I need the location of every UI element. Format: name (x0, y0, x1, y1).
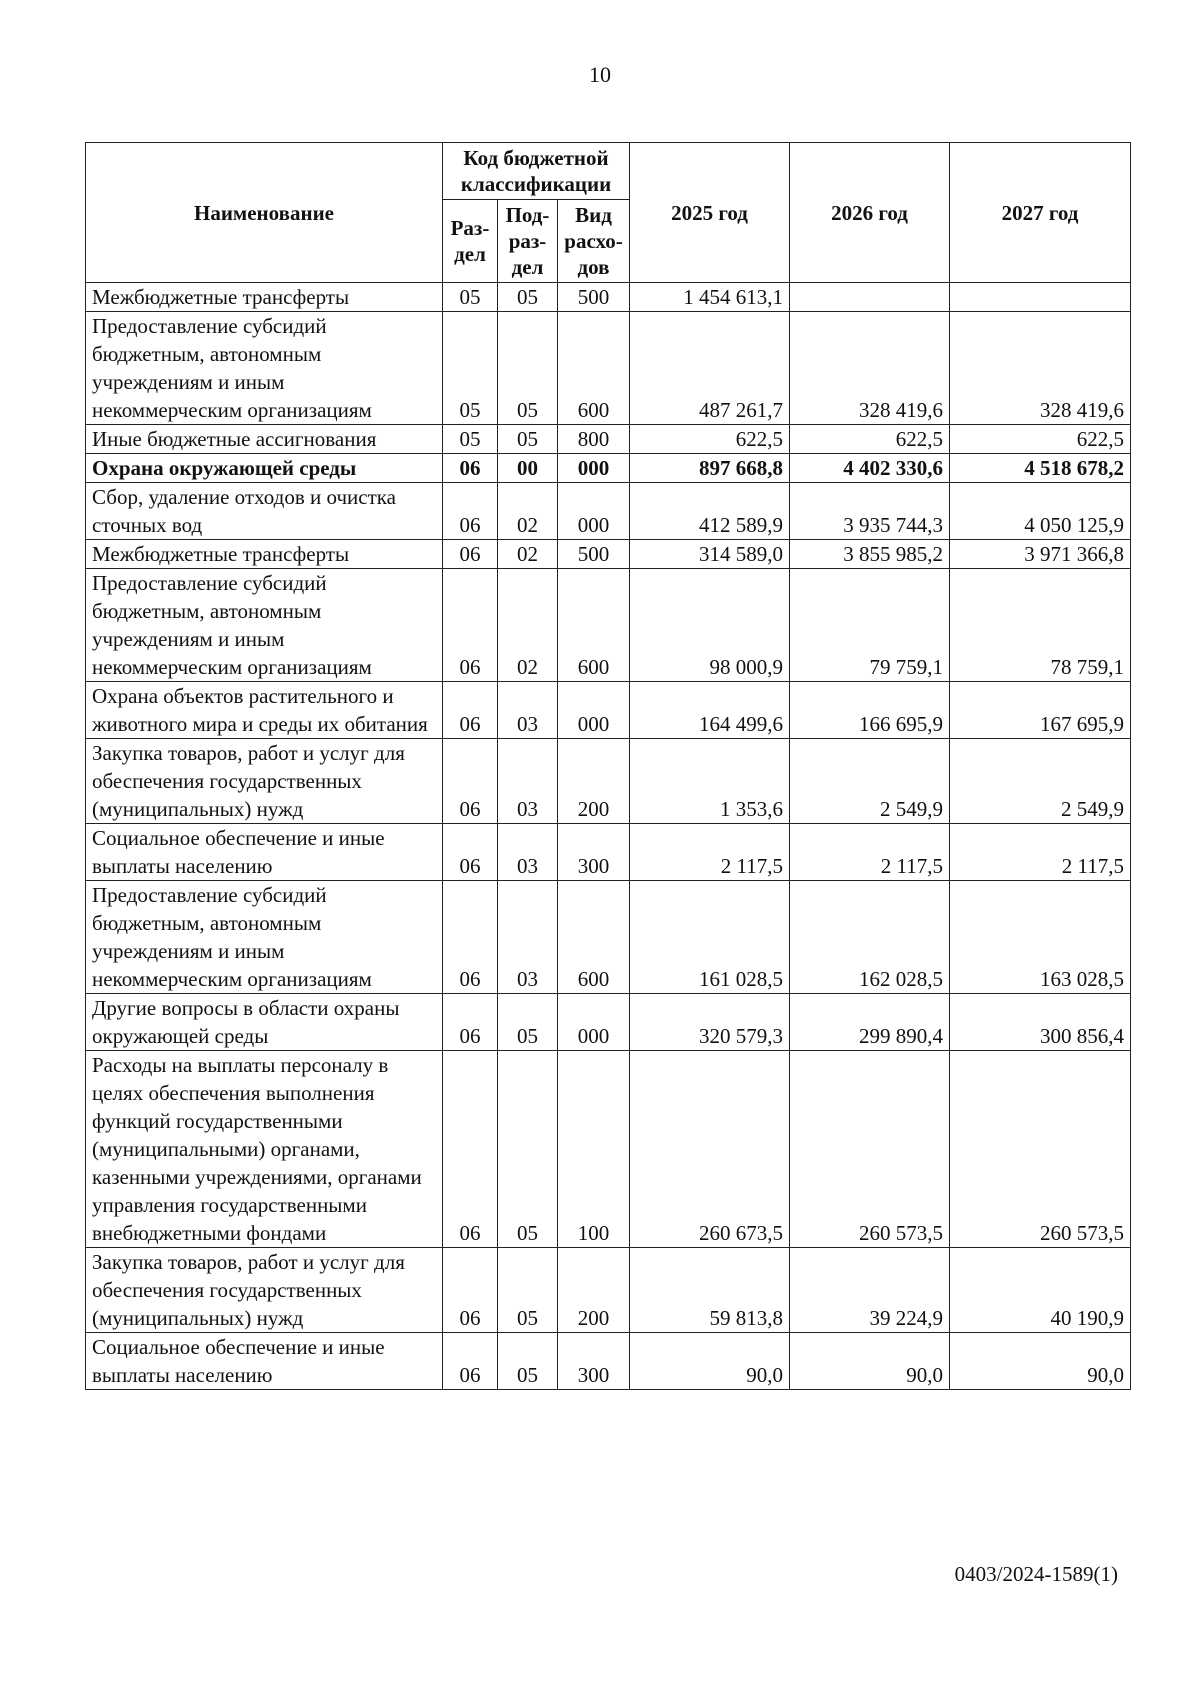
row-razdel: 05 (443, 283, 498, 312)
row-podrazdel: 03 (498, 881, 558, 994)
row-value-2027: 3 971 366,8 (950, 540, 1131, 569)
table-row (86, 1248, 1131, 1333)
header-year-2026: 2026 год (790, 143, 950, 283)
row-name: Предоставление субсидий бюджетным, автономным учреждениям и иным некоммерческим организациям (86, 881, 443, 994)
row-value-2025: 2 117,5 (630, 824, 790, 881)
row-value-2026: 162 028,5 (790, 881, 950, 994)
row-podrazdel: 02 (498, 483, 558, 540)
row-value-2026: 3 935 744,3 (790, 483, 950, 540)
row-value-2026: 2 549,9 (790, 739, 950, 824)
row-razdel: 05 (443, 425, 498, 454)
row-name: Закупка товаров, работ и услуг для обеспечения государственных (муниципальных) нужд (86, 739, 443, 824)
row-value-2025: 412 589,9 (630, 483, 790, 540)
row-value-2026: 166 695,9 (790, 682, 950, 739)
row-vid: 000 (558, 454, 630, 483)
row-value-2025: 90,0 (630, 1333, 790, 1390)
header-podrazdel: Под-раз-дел (498, 200, 558, 283)
row-value-2025: 59 813,8 (630, 1248, 790, 1333)
row-razdel: 06 (443, 739, 498, 824)
row-value-2025: 161 028,5 (630, 881, 790, 994)
row-razdel: 06 (443, 540, 498, 569)
row-value-2027: 167 695,9 (950, 682, 1131, 739)
row-podrazdel: 02 (498, 569, 558, 682)
header-razdel: Раз-дел (443, 200, 498, 283)
table-row (86, 454, 1131, 483)
row-name: Охрана объектов растительного и животного мира и среды их обитания (86, 682, 443, 739)
row-podrazdel: 05 (498, 994, 558, 1051)
row-value-2025: 314 589,0 (630, 540, 790, 569)
row-vid: 600 (558, 312, 630, 425)
row-name: Предоставление субсидий бюджетным, автономным учреждениям и иным некоммерческим организациям (86, 569, 443, 682)
row-razdel: 06 (443, 994, 498, 1051)
table-row (86, 283, 1131, 312)
row-vid: 000 (558, 682, 630, 739)
row-name: Другие вопросы в области охраны окружающей среды (86, 994, 443, 1051)
row-value-2026: 2 117,5 (790, 824, 950, 881)
row-value-2027: 2 549,9 (950, 739, 1131, 824)
row-name: Охрана окружающей среды (86, 454, 443, 483)
row-value-2026: 79 759,1 (790, 569, 950, 682)
table-row (86, 739, 1131, 824)
row-vid: 200 (558, 739, 630, 824)
row-vid: 800 (558, 425, 630, 454)
row-podrazdel: 05 (498, 1051, 558, 1248)
row-vid: 600 (558, 569, 630, 682)
table-row (86, 881, 1131, 994)
row-podrazdel: 03 (498, 824, 558, 881)
table-row (86, 682, 1131, 739)
row-value-2027: 328 419,6 (950, 312, 1131, 425)
row-value-2025: 1 454 613,1 (630, 283, 790, 312)
table-row (86, 1333, 1131, 1390)
row-vid: 500 (558, 540, 630, 569)
row-podrazdel: 03 (498, 682, 558, 739)
table-row (86, 569, 1131, 682)
row-razdel: 06 (443, 1248, 498, 1333)
row-value-2025: 487 261,7 (630, 312, 790, 425)
row-name: Сбор, удаление отходов и очистка сточных вод (86, 483, 443, 540)
header-year-2027: 2027 год (950, 143, 1131, 283)
header-year-2025: 2025 год (630, 143, 790, 283)
row-name: Межбюджетные трансферты (86, 283, 443, 312)
row-value-2027 (950, 283, 1131, 312)
table-row (86, 994, 1131, 1051)
row-podrazdel: 02 (498, 540, 558, 569)
row-name: Межбюджетные трансферты (86, 540, 443, 569)
table-row (86, 483, 1131, 540)
row-name: Закупка товаров, работ и услуг для обеспечения государственных (муниципальных) нужд (86, 1248, 443, 1333)
row-podrazdel: 05 (498, 1248, 558, 1333)
page-number: 10 (589, 62, 611, 87)
row-value-2026: 39 224,9 (790, 1248, 950, 1333)
row-razdel: 06 (443, 682, 498, 739)
table-row (86, 312, 1131, 425)
row-value-2027: 622,5 (950, 425, 1131, 454)
row-vid: 500 (558, 283, 630, 312)
row-value-2025: 260 673,5 (630, 1051, 790, 1248)
row-vid: 300 (558, 824, 630, 881)
budget-table (85, 142, 1131, 1390)
row-razdel: 06 (443, 569, 498, 682)
row-value-2026: 260 573,5 (790, 1051, 950, 1248)
row-vid: 300 (558, 1333, 630, 1390)
row-razdel: 05 (443, 312, 498, 425)
row-value-2027: 260 573,5 (950, 1051, 1131, 1248)
table-row (86, 1051, 1131, 1248)
row-value-2027: 163 028,5 (950, 881, 1131, 994)
row-value-2026: 4 402 330,6 (790, 454, 950, 483)
row-value-2026: 328 419,6 (790, 312, 950, 425)
row-podrazdel: 05 (498, 425, 558, 454)
row-razdel: 06 (443, 824, 498, 881)
table-row (86, 425, 1131, 454)
row-value-2027: 40 190,9 (950, 1248, 1131, 1333)
row-podrazdel: 05 (498, 312, 558, 425)
row-value-2025: 98 000,9 (630, 569, 790, 682)
row-value-2026: 622,5 (790, 425, 950, 454)
header-name: Наименование (86, 143, 443, 283)
row-value-2026: 3 855 985,2 (790, 540, 950, 569)
table-row (86, 540, 1131, 569)
row-podrazdel: 03 (498, 739, 558, 824)
document-id: 0403/2024-1589(1) (954, 1562, 1118, 1586)
row-value-2026: 90,0 (790, 1333, 950, 1390)
row-value-2027: 90,0 (950, 1333, 1131, 1390)
row-value-2027: 4 050 125,9 (950, 483, 1131, 540)
row-value-2025: 897 668,8 (630, 454, 790, 483)
row-razdel: 06 (443, 1051, 498, 1248)
row-name: Социальное обеспечение и иные выплаты населению (86, 824, 443, 881)
row-value-2027: 300 856,4 (950, 994, 1131, 1051)
row-podrazdel: 05 (498, 283, 558, 312)
row-vid: 100 (558, 1051, 630, 1248)
row-value-2025: 1 353,6 (630, 739, 790, 824)
row-value-2025: 622,5 (630, 425, 790, 454)
row-razdel: 06 (443, 881, 498, 994)
table-header (86, 143, 1131, 283)
row-razdel: 06 (443, 483, 498, 540)
row-name: Социальное обеспечение и иные выплаты населению (86, 1333, 443, 1390)
row-value-2027: 78 759,1 (950, 569, 1131, 682)
table-body (86, 283, 1131, 1390)
row-value-2026: 299 890,4 (790, 994, 950, 1051)
row-value-2027: 2 117,5 (950, 824, 1131, 881)
row-value-2025: 320 579,3 (630, 994, 790, 1051)
row-razdel: 06 (443, 454, 498, 483)
row-vid: 600 (558, 881, 630, 994)
row-podrazdel: 00 (498, 454, 558, 483)
row-razdel: 06 (443, 1333, 498, 1390)
row-podrazdel: 05 (498, 1333, 558, 1390)
row-value-2026 (790, 283, 950, 312)
row-vid: 000 (558, 483, 630, 540)
row-name: Предоставление субсидий бюджетным, автономным учреждениям и иным некоммерческим организациям (86, 312, 443, 425)
header-vid: Вид расхо-дов (558, 200, 630, 283)
row-name: Расходы на выплаты персоналу в целях обеспечения выполнения функций государственными (муниципальными) органами, казенными учреждениями, органами управления государственными внебюджетными фондами (86, 1051, 443, 1248)
row-vid: 200 (558, 1248, 630, 1333)
row-vid: 000 (558, 994, 630, 1051)
row-name: Иные бюджетные ассигнования (86, 425, 443, 454)
header-code-group: Код бюджетной классификации (443, 143, 630, 200)
row-value-2025: 164 499,6 (630, 682, 790, 739)
row-value-2027: 4 518 678,2 (950, 454, 1131, 483)
table-row (86, 824, 1131, 881)
